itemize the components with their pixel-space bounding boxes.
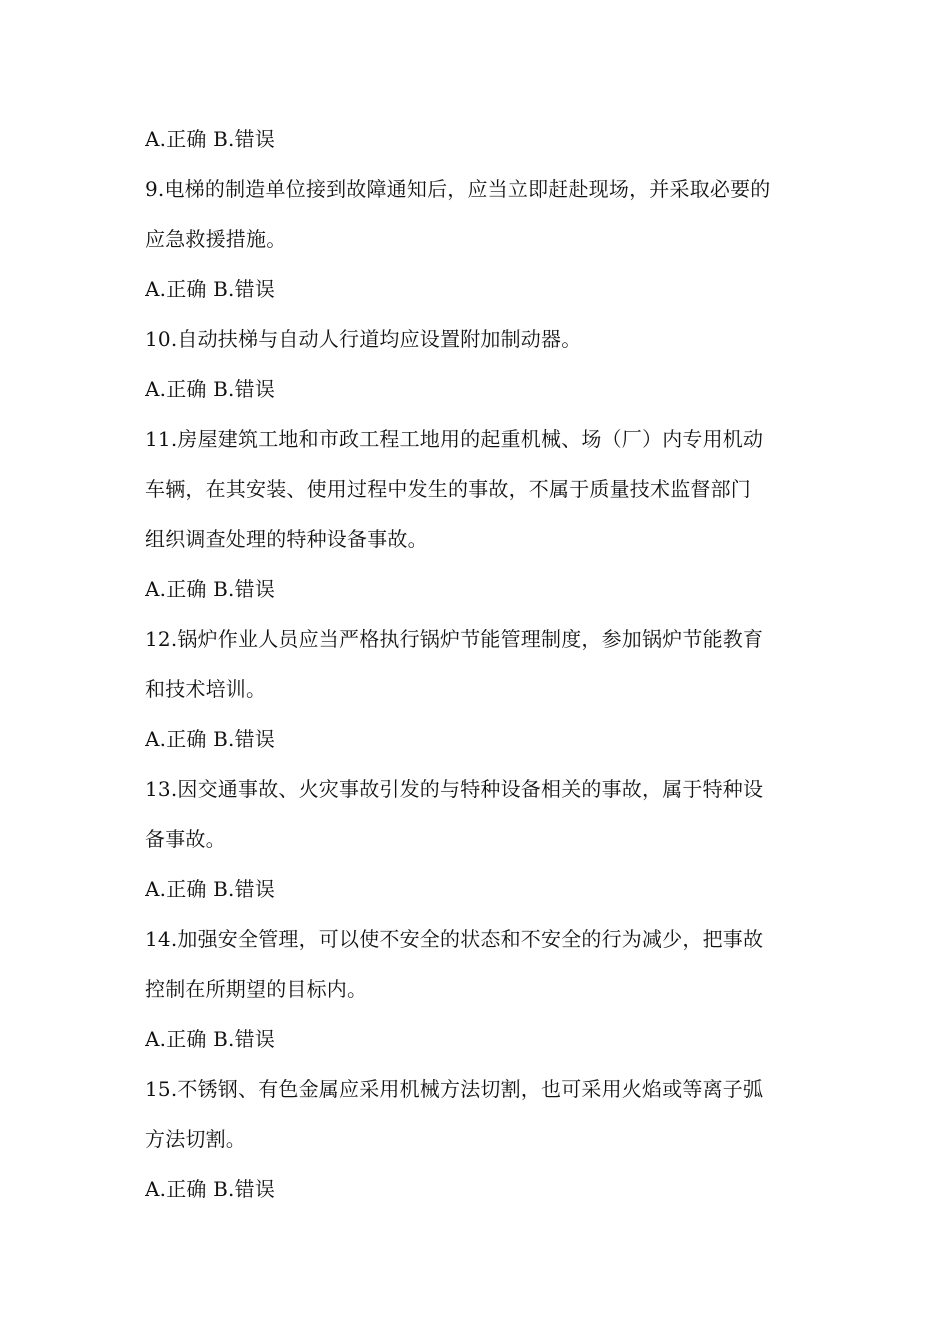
question-item — [145, 164, 810, 264]
question-item — [145, 614, 810, 714]
question-text-line: 备事故。 — [145, 827, 226, 851]
answer-options — [145, 1014, 810, 1064]
question-text-line: 应急救援措施。 — [145, 227, 287, 251]
question-text-line: 14.加强安全管理，可以使不安全的状态和不安全的行为减少，把事故 — [145, 927, 764, 951]
answer-options — [145, 564, 810, 614]
question-text-line: 15.不锈钢、有色金属应采用机械方法切割，也可采用火焰或等离子弧 — [145, 1077, 764, 1101]
question-text-line: 12.锅炉作业人员应当严格执行锅炉节能管理制度，参加锅炉节能教育 — [145, 627, 764, 651]
answer-text: A.正确 B.错误 — [145, 1177, 276, 1201]
answer-text: A.正确 B.错误 — [145, 377, 276, 401]
question-text-line: 控制在所期望的目标内。 — [145, 977, 368, 1001]
answer-options — [145, 1164, 810, 1214]
question-text-line: 车辆，在其安装、使用过程中发生的事故，不属于质量技术监督部门 — [145, 477, 751, 501]
answer-text: A.正确 B.错误 — [145, 127, 276, 151]
answer-options — [145, 714, 810, 764]
answer-options — [145, 364, 810, 414]
question-text-line: 9.电梯的制造单位接到故障通知后，应当立即赶赴现场，并采取必要的 — [145, 177, 771, 201]
question-item — [145, 414, 810, 564]
answer-text: A.正确 B.错误 — [145, 727, 276, 751]
question-text-line: 11.房屋建筑工地和市政工程工地用的起重机械、场（厂）内专用机动 — [145, 427, 764, 451]
question-item — [145, 914, 810, 1014]
question-text-line: 方法切割。 — [145, 1127, 246, 1151]
question-list — [145, 114, 810, 1214]
answer-options — [145, 114, 810, 164]
answer-text: A.正确 B.错误 — [145, 577, 276, 601]
answer-text: A.正确 B.错误 — [145, 277, 276, 301]
question-text-line: 13.因交通事故、火灾事故引发的与特种设备相关的事故，属于特种设 — [145, 777, 764, 801]
answer-options — [145, 864, 810, 914]
question-item — [145, 314, 810, 364]
question-item — [145, 764, 810, 864]
answer-text: A.正确 B.错误 — [145, 877, 276, 901]
question-text-line: 和技术培训。 — [145, 677, 267, 701]
answer-text: A.正确 B.错误 — [145, 1027, 276, 1051]
question-text-line: 组织调查处理的特种设备事故。 — [145, 527, 428, 551]
question-text-line: 10.自动扶梯与自动人行道均应设置附加制动器。 — [145, 327, 582, 351]
question-item — [145, 1064, 810, 1164]
answer-options — [145, 264, 810, 314]
